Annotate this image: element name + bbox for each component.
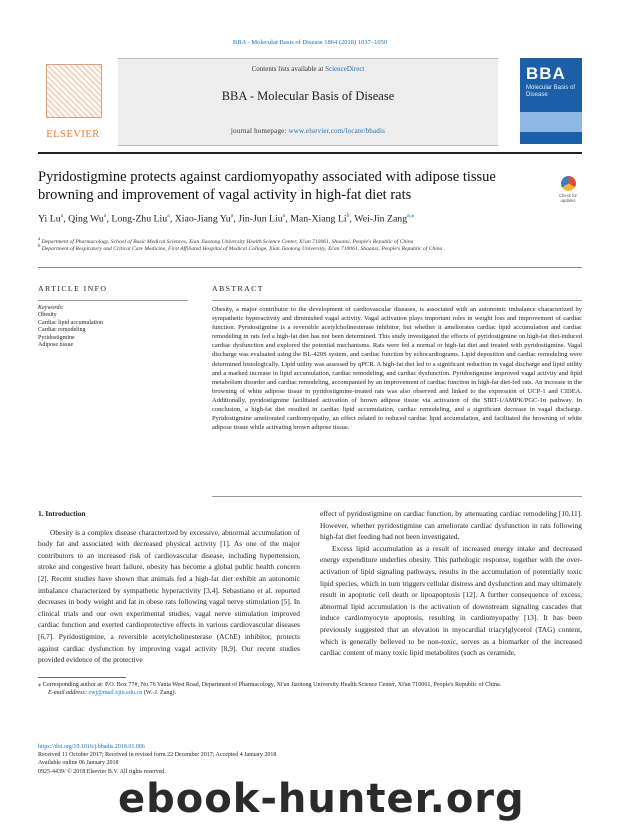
author-affiliation-marker[interactable]: b xyxy=(346,213,350,219)
check-updates-icon xyxy=(561,176,576,191)
journal-title: BBA - Molecular Basis of Disease xyxy=(221,89,395,103)
author-name[interactable]: Wei-Jin Zang xyxy=(354,213,408,225)
doi-link[interactable]: https://doi.org/10.1016/j.bbadis.2018.01.006 xyxy=(38,744,145,750)
author-name[interactable]: Yi Lu xyxy=(38,213,61,225)
abstract-divider xyxy=(212,496,582,497)
cover-band xyxy=(520,112,582,132)
homepage-line xyxy=(118,127,498,135)
running-head[interactable]: BBA - Molecular Basis of Disease 1864 (2018) 1037–1050 xyxy=(232,39,388,46)
email-link[interactable]: zwj@mail.xjtu.edu.cn xyxy=(88,690,143,697)
author-affiliation-marker[interactable]: a xyxy=(167,213,170,219)
body-column-right xyxy=(320,508,582,659)
body-paragraph: effect of pyridostigmine on cardiac function, by attenuating cardiac remodeling [10,11]. However, whether pyridostigmine can ameliorate cardiac dysfunction in rats following high-fat diet feeding had not been investigated. xyxy=(320,509,582,542)
footnote-divider xyxy=(38,677,126,678)
corresponding-author: ⁎ Corresponding author at: P.O. Box 77#, No.76 Yanta West Road, Department of Pharmacology, Xi'an Jiaotong University Health Science Center, Xi'an 710061, People's Republic of China. xyxy=(38,682,502,688)
cover-title: BBA xyxy=(526,64,566,83)
copyright: 0925-4439/ © 2018 Elsevier B.V. All rights reserved. xyxy=(38,768,166,775)
keyword-item: Pyridostigmine xyxy=(38,334,75,341)
author-name[interactable]: Jin-Jun Liu xyxy=(238,213,283,225)
author-affiliation-marker[interactable]: a xyxy=(103,213,107,219)
author-name[interactable]: Xiao-Jiang Yu xyxy=(174,213,231,225)
body-paragraph: Excess lipid accumulation as a result of increased energy intake and decreased energy expenditure underlies obesity. This pathologic response, together with the over-activation of lipid signaling pathways, results in the accumulation of potentially toxic lipid species, which in turn triggers cellular distress and dysfunction and may ultimately result in apoptotic cell death or lipoapoptosis [12]. A further consequence of excess, abnormal lipid accumulation is the activation of downstream signaling cascades that induce cardiomyocyte apoptosis, resulting in cardiomyopathy [13]. It has been previously suggested that an elevation in myocardial triacylglycerol (TAG) content, which is generally believed to be non-toxic, serves as a biomarker of the increased cardiac content of many toxic lipid metabolites (such as ceramide, xyxy=(320,543,582,658)
abstract-text: Obesity, a major contributor to the development of cardiovascular diseases, is associated with an autonomic imbalance characterized by sympathetic hyperactivity and diminished vagal activity. Vagal activation plays important roles in weight loss and improvement of cardiac function. Pyridostigmine is a reversible acetylcholinesterase inhibitor, but whether it ameliorates cardiac lipid accumulation and cardiac remodeling in rats fed a high-fat diet has not been determined. This study investigated the effects of pyridostigmine on high-fat diet-induced cardiac dysfunction and explored the potential mechanisms. Rats were fed a normal or high-fat diet and treated with pyridostigmine. Vagal discharge was evaluated using the BL-420S system, and cardiac function by echocardiograms. Lipid deposition and cardiac remodeling were determined histologically. Lipid utility was assessed by qPCR. A high-fat diet led to a significant reduction in vagal discharge and lipid utility and a marked increase in lipid accumulation, cardiac remodeling, and cardiac dysfunction. Pyridostigmine improved vagal activity and lipid metabolism disorder and cardiac remodeling, accompanied by an improvement of cardiac function in high-fat diet-fed rats. An increase in the browning of white adipose tissue in pyridostigmine-treated rats was also observed and linked to the expression of UCP-1 and CIDEA. Additionally, pyridostigmine facilitated activation of brown adipose tissue via activation of the SIRT-1/AMPK/PGC-1α pathway. In conclusion, a high-fat diet resulted in cardiac lipid accumulation, cardiac remodeling, and a significant decrease in vagal discharge. Pyridostigmine ameliorated cardiomyopathy, an effect related to reduced cardiac lipid accumulation, and facilitated the browning of white adipose tissue while activating brown adipose tissue. xyxy=(212,300,582,432)
keywords-box xyxy=(38,300,188,349)
author-name[interactable]: Man-Xiang Li xyxy=(290,213,347,225)
publisher-name: ELSEVIER xyxy=(46,129,100,140)
email-label: E-mail address: xyxy=(48,690,89,697)
article-info-heading: ARTICLE INFO xyxy=(38,284,108,293)
author-affiliation-marker[interactable]: a xyxy=(282,213,286,219)
sciencedirect-link[interactable]: ScienceDirect xyxy=(325,65,365,73)
article-title: Pyridostigmine protects against cardiomyopathy associated with adipose tissue browning and improvement of vagal activity in high-fat diet rats xyxy=(38,169,496,203)
email-line xyxy=(38,689,582,697)
elsevier-tree-icon xyxy=(46,64,102,118)
keywords-label: Keywords: xyxy=(38,305,64,311)
affiliation-divider xyxy=(38,267,582,268)
affiliation-b-marker: b xyxy=(38,244,41,249)
author-affiliation-marker[interactable]: a,⁎ xyxy=(407,213,415,219)
elsevier-logo[interactable] xyxy=(38,64,108,140)
section-heading: 1. Introduction xyxy=(38,509,86,518)
author-name[interactable]: Qing Wu xyxy=(68,213,104,225)
author-name[interactable]: Long-Zhu Liu xyxy=(111,213,168,225)
contents-line xyxy=(118,65,498,73)
body-column-left xyxy=(38,508,300,666)
keyword-item: Obesity xyxy=(38,312,57,319)
check-updates-label: Check for updates xyxy=(559,193,577,203)
homepage-prefix: journal homepage: xyxy=(230,127,289,135)
available-online: Available online 06 January 2018 xyxy=(38,760,119,767)
affiliation-a-marker: a xyxy=(38,237,41,242)
author-affiliation-marker[interactable]: a xyxy=(60,213,64,219)
abstract-heading: ABSTRACT xyxy=(212,284,264,293)
check-for-updates-badge[interactable] xyxy=(554,176,582,203)
author-list: Yi Lu$^a$, Qing Wu$^a$, Long-Zhu Liu$^a$, Xiao-Jiang Yu$^a$, Jin-Jun Liu$^a$, Man-Xiang Li$^b$, Wei-Jin Zang$^{a,⁎}$ xyxy=(38,213,415,225)
article-metadata xyxy=(38,743,438,776)
affiliation-b-text: Department of Respiratory and Critical Care Medicine, First Affiliated Hospital of Medical Collage, Xian Jiaotong University, Xi'an 710061, Shaanxi, People's Republic of China xyxy=(41,245,443,252)
contents-prefix: Contents lists available at xyxy=(251,65,326,73)
cover-subtitle: Molecular Basis of Disease xyxy=(526,85,576,98)
header-divider xyxy=(38,152,582,154)
watermark: ebook-hunter.org xyxy=(118,776,525,822)
journal-cover[interactable] xyxy=(520,58,582,144)
email-suffix: (W.-J. Zang). xyxy=(142,690,177,697)
keyword-item: Cardiac lipid accumulation xyxy=(38,319,103,326)
journal-masthead xyxy=(38,58,582,144)
journal-header-box xyxy=(118,58,498,146)
keyword-item: Adipose tissue xyxy=(38,342,74,349)
affiliation-b xyxy=(38,243,498,253)
footnote xyxy=(38,681,582,698)
author-affiliation-marker[interactable]: a xyxy=(230,213,234,219)
received-dates: Received 11 October 2017; Received in revised form 22 December 2017; Accepted 4 January 2018 xyxy=(38,752,277,759)
affiliation-a-text: Department of Pharmacology, School of Basic Medical Sciences, Xian Jiaotong University Health Science Center, Xi'an 710061, Shaanxi, People's Republic of China xyxy=(41,238,414,245)
keyword-item: Cardiac remodeling xyxy=(38,327,86,334)
body-paragraph: Obesity is a complex disease characterized by excessive, abnormal accumulation of body fat and associated with decreased physical activity [1]. As one of the major contributors to an increased risk of cardiovascular disease, including hypertension, stroke and congestive heart failure, obesity has become a global public health concern [2]. Recent studies have shown that animals fed a high-fat diet exhibit an autonomic imbalance characterized by sympathetic hyperactivity [3,4]. Sebastiano et al. reported decreases in body weight and fat in obese rats following vagal nerve stimulation [5]. In clinical trials and our own experimental studies, vagal nerve stimulation improved cardiac function and exerted cardioprotective effects in various cardiovascular diseases [6,7]. Pyridostigmine, a reversible acetylcholinesterase (AChE) inhibitor, protects against cardiac dysfunction by improving vagal activity [8,9]. Our recent studies provided evidence of the protective xyxy=(38,527,300,665)
homepage-link[interactable]: www.elsevier.com/locate/bbadis xyxy=(288,127,386,135)
